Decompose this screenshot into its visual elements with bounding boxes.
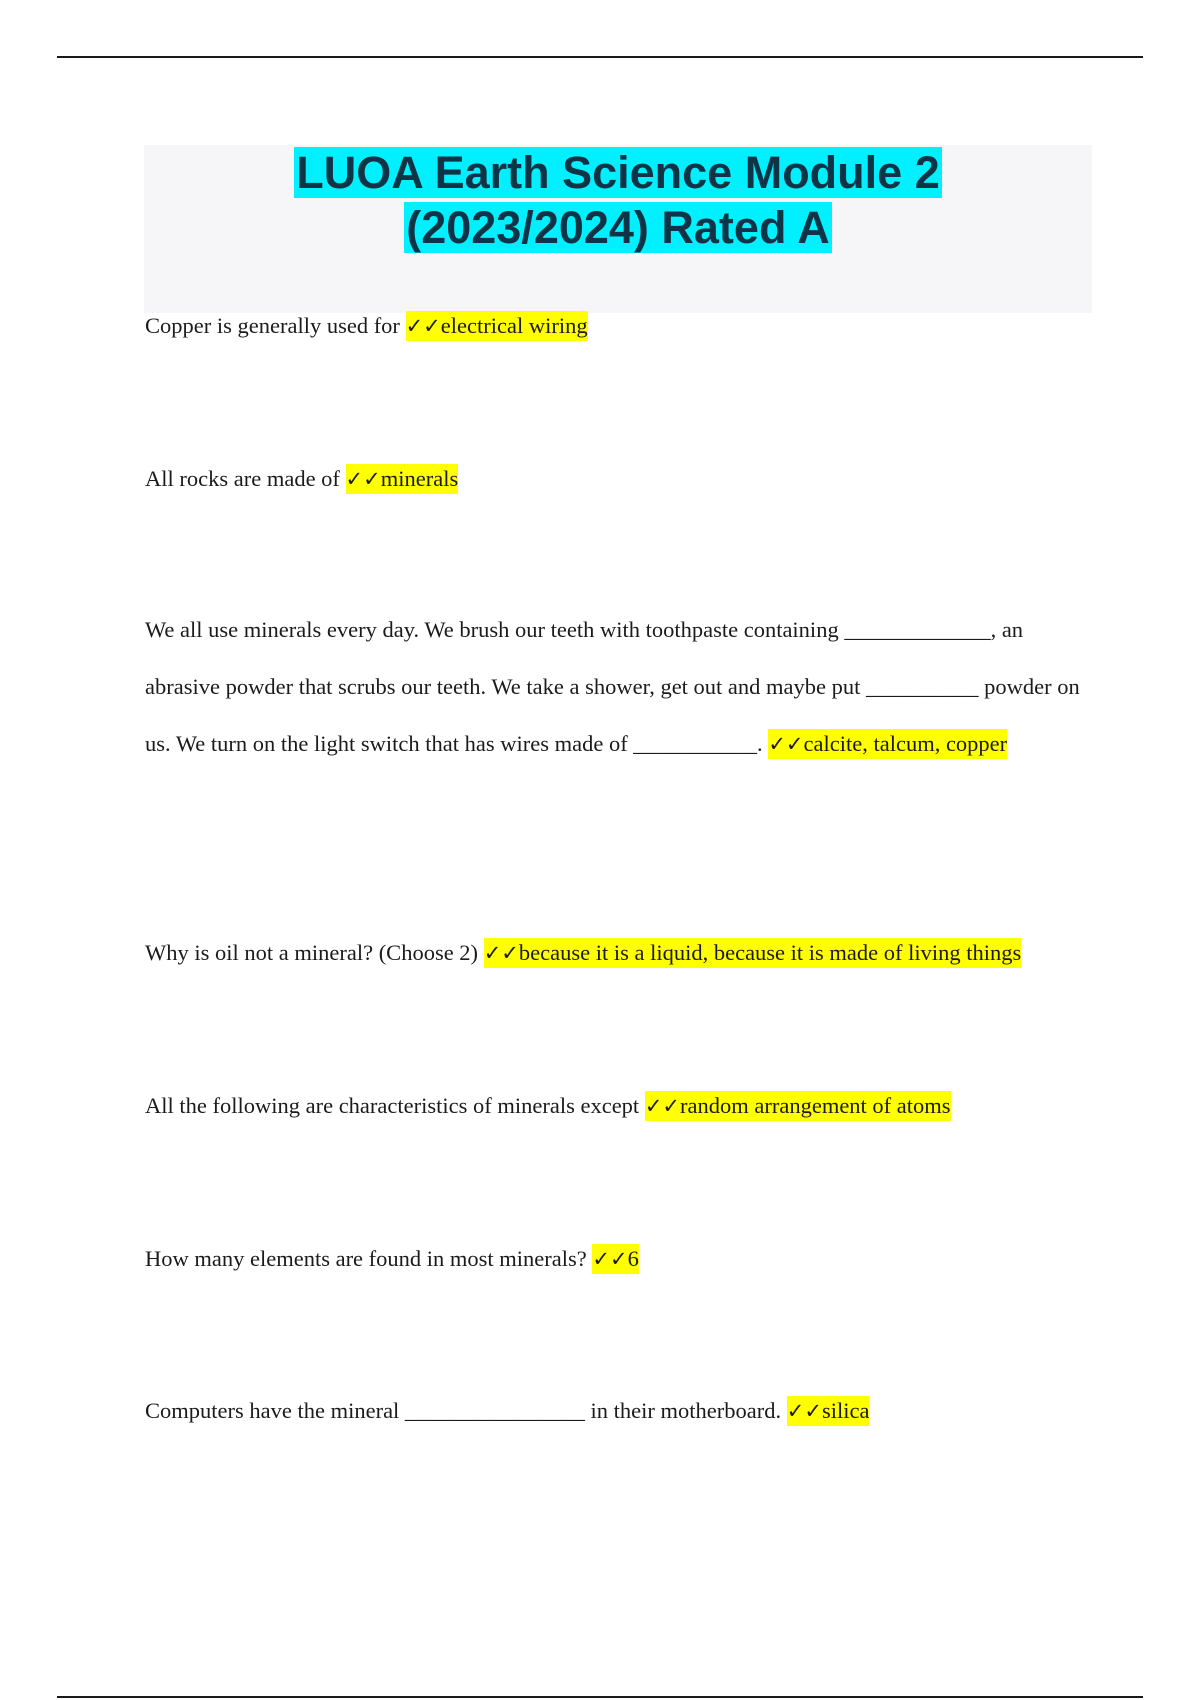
top-rule [57, 56, 1143, 58]
answer-highlight [592, 1244, 638, 1274]
answer-text: electrical wiring [440, 313, 588, 338]
answer-text: calcite, talcum, copper [803, 731, 1008, 756]
qa-item-1 [145, 313, 588, 339]
double-check-icon: ✓✓ [592, 1247, 628, 1271]
question-text: All rocks are made of [145, 466, 346, 491]
document-title [144, 145, 1092, 255]
qa-item-7 [145, 1398, 869, 1424]
double-check-icon: ✓✓ [405, 314, 441, 338]
question-text: We all use minerals every day. We brush our teeth with toothpaste containing _____________, an abrasive powder that scrubs our teeth. We take a shower, get out and maybe put __________ powder on us. We turn on the light switch that has wires made of ___________. [145, 617, 1080, 756]
bottom-rule [57, 1696, 1143, 1698]
answer-highlight [346, 464, 459, 494]
qa-item-3 [145, 601, 1095, 773]
qa-item-2 [145, 466, 458, 492]
answer-highlight [768, 729, 1007, 759]
double-check-icon: ✓✓ [483, 941, 519, 965]
answer-highlight [484, 938, 1022, 968]
answer-highlight [645, 1091, 951, 1121]
question-text: Copper is generally used for [145, 313, 406, 338]
answer-text: 6 [627, 1246, 639, 1271]
title-line-2: (2023/2024) Rated A [406, 202, 830, 253]
qa-item-6 [145, 1246, 639, 1272]
qa-item-4 [145, 940, 1021, 966]
double-check-icon: ✓✓ [786, 1399, 822, 1423]
answer-highlight [406, 311, 588, 341]
double-check-icon: ✓✓ [768, 732, 804, 756]
answer-highlight [787, 1396, 870, 1426]
answer-text: silica [821, 1398, 870, 1423]
answer-text: because it is a liquid, because it is made of living things [518, 940, 1022, 965]
question-text: Computers have the mineral ________________ in their motherboard. [145, 1398, 787, 1423]
question-text: All the following are characteristics of minerals except [145, 1093, 645, 1118]
title-block [144, 145, 1092, 313]
double-check-icon: ✓✓ [345, 467, 381, 491]
question-text: How many elements are found in most minerals? [145, 1246, 593, 1271]
title-line-1: LUOA Earth Science Module 2 [296, 147, 940, 198]
answer-text: random arrangement of atoms [680, 1093, 951, 1118]
qa-item-5 [145, 1093, 951, 1119]
question-text: Why is oil not a mineral? (Choose 2) [145, 940, 484, 965]
double-check-icon: ✓✓ [644, 1094, 681, 1118]
answer-text: minerals [380, 466, 459, 491]
